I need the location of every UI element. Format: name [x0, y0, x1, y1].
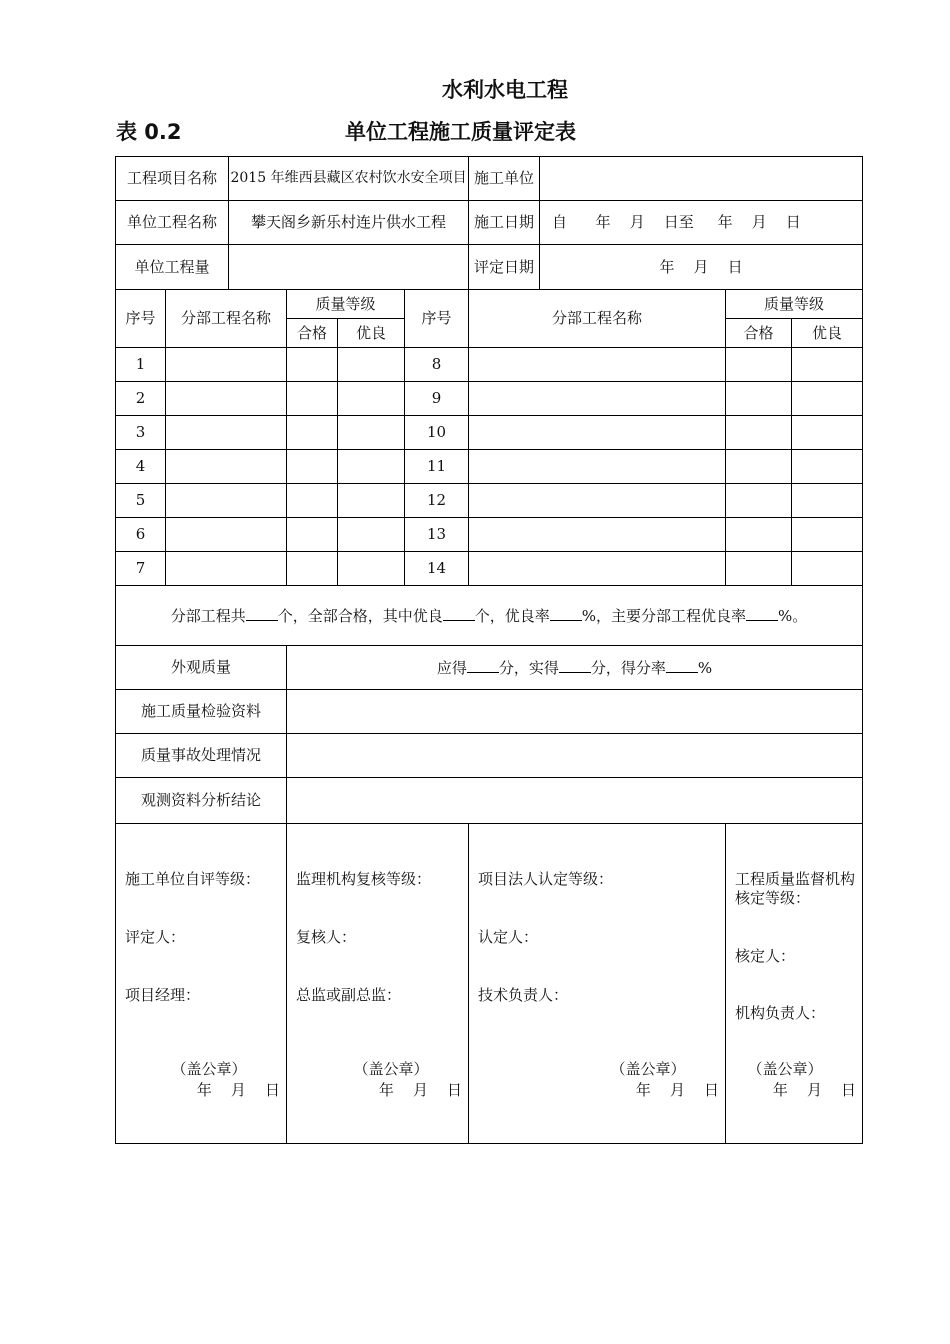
row-seq-right: 11 — [405, 450, 469, 484]
table-row — [116, 382, 863, 416]
table-row — [116, 348, 863, 382]
project-name-label: 工程项目名称 — [116, 157, 229, 201]
row-excellent-left[interactable] — [338, 450, 405, 484]
row-pass-right[interactable] — [726, 484, 792, 518]
summary-text-2: 个，全部合格，其中优良 — [277, 606, 443, 625]
row-pass-right[interactable] — [726, 552, 792, 586]
row-seq-right: 12 — [405, 484, 469, 518]
row-seq-left: 7 — [116, 552, 166, 586]
owner-tech-lead-label: 技术负责人： — [478, 986, 569, 1004]
appearance-text-1: 应得 — [436, 658, 467, 677]
seq-header-left: 序号 — [116, 290, 166, 348]
project-name-value: 2015 年维西县藏区农村饮水安全项目 — [229, 157, 469, 201]
row-seq-left: 3 — [116, 416, 166, 450]
accident-value[interactable] — [287, 734, 863, 778]
row-pass-right[interactable] — [726, 416, 792, 450]
appearance-text-4: % — [697, 658, 713, 677]
owner-date: 年 月 日 — [635, 1081, 720, 1099]
blank-score-rate[interactable] — [666, 658, 698, 673]
row-name-right[interactable] — [469, 382, 726, 416]
table-row — [116, 484, 863, 518]
agency-head-label: 机构负责人： — [735, 1004, 826, 1022]
observation-value[interactable] — [287, 778, 863, 824]
supervisor-date: 年 月 日 — [378, 1081, 463, 1099]
row-name-left[interactable] — [166, 552, 287, 586]
agency-verifier-label: 核定人： — [735, 947, 796, 965]
form-title: 单位工程施工质量评定表 — [345, 120, 576, 144]
unit-name-value: 攀天阁乡新乐村连片供水工程 — [229, 201, 469, 245]
signature-quality-agency — [726, 824, 863, 1144]
row-excellent-right[interactable] — [792, 518, 863, 552]
supervisor-seal: （盖公章） — [353, 1060, 429, 1078]
grade-header-right: 质量等级 — [726, 290, 863, 319]
summary-text-1: 分部工程共 — [170, 606, 246, 625]
agency-seal: （盖公章） — [747, 1060, 823, 1078]
blank-excellent-rate[interactable] — [550, 606, 582, 621]
unit-quantity-value[interactable] — [229, 245, 469, 290]
row-seq-right: 14 — [405, 552, 469, 586]
contractor-date: 年 月 日 — [196, 1081, 281, 1099]
row-excellent-left[interactable] — [338, 416, 405, 450]
row-excellent-right[interactable] — [792, 552, 863, 586]
contractor-evaluator-label: 评定人： — [125, 928, 186, 946]
row-name-right[interactable] — [469, 416, 726, 450]
pass-header-left: 合格 — [287, 319, 338, 348]
row-excellent-right[interactable] — [792, 484, 863, 518]
signature-supervisor — [287, 824, 469, 1144]
row-seq-right: 13 — [405, 518, 469, 552]
row-pass-right[interactable] — [726, 382, 792, 416]
row-seq-left: 4 — [116, 450, 166, 484]
contractor-grade-label: 施工单位自评等级： — [125, 870, 261, 888]
unit-name-label: 单位工程名称 — [116, 201, 229, 245]
blank-expected-score[interactable] — [467, 658, 499, 673]
appearance-line — [287, 646, 863, 690]
excellent-header-left: 优良 — [338, 319, 405, 348]
blank-subtotal[interactable] — [246, 606, 278, 621]
eval-date-label: 评定日期 — [469, 245, 540, 290]
inspection-label: 施工质量检验资料 — [116, 690, 287, 734]
row-pass-left[interactable] — [287, 382, 338, 416]
row-pass-left[interactable] — [287, 450, 338, 484]
row-name-right[interactable] — [469, 518, 726, 552]
row-pass-left[interactable] — [287, 484, 338, 518]
construction-date-label: 施工日期 — [469, 201, 540, 245]
contractor-manager-label: 项目经理： — [125, 986, 201, 1004]
contractor-label: 施工单位 — [469, 157, 540, 201]
row-name-right[interactable] — [469, 450, 726, 484]
row-pass-right[interactable] — [726, 450, 792, 484]
row-excellent-right[interactable] — [792, 382, 863, 416]
accident-label: 质量事故处理情况 — [116, 734, 287, 778]
row-seq-right: 10 — [405, 416, 469, 450]
row-name-left[interactable] — [166, 416, 287, 450]
owner-approver-label: 认定人： — [478, 928, 539, 946]
owner-seal: （盖公章） — [610, 1060, 686, 1078]
appearance-label: 外观质量 — [116, 646, 287, 690]
row-seq-right: 9 — [405, 382, 469, 416]
row-seq-left: 1 — [116, 348, 166, 382]
row-excellent-right[interactable] — [792, 416, 863, 450]
observation-label: 观测资料分析结论 — [116, 778, 287, 824]
supervisor-grade-label: 监理机构复核等级： — [296, 870, 432, 888]
row-name-right[interactable] — [469, 484, 726, 518]
summary-text-5: %。 — [778, 606, 808, 625]
row-excellent-left[interactable] — [338, 552, 405, 586]
evaluation-table — [115, 156, 863, 1144]
row-pass-left[interactable] — [287, 552, 338, 586]
blank-actual-score[interactable] — [559, 658, 591, 673]
row-seq-right: 8 — [405, 348, 469, 382]
unit-quantity-label: 单位工程量 — [116, 245, 229, 290]
row-excellent-left[interactable] — [338, 518, 405, 552]
row-pass-right[interactable] — [726, 518, 792, 552]
pass-header-right: 合格 — [726, 319, 792, 348]
name-header-left: 分部工程名称 — [166, 290, 287, 348]
row-name-left[interactable] — [166, 518, 287, 552]
row-excellent-left[interactable] — [338, 348, 405, 382]
signature-contractor — [116, 824, 287, 1144]
name-header-right: 分部工程名称 — [469, 290, 726, 348]
seq-header-right: 序号 — [405, 290, 469, 348]
row-name-left[interactable] — [166, 382, 287, 416]
eval-date-value[interactable]: 年 月 日 — [540, 245, 863, 290]
signature-owner — [469, 824, 726, 1144]
owner-grade-label: 项目法人认定等级： — [478, 870, 614, 888]
row-pass-right[interactable] — [726, 348, 792, 382]
grade-header-left: 质量等级 — [287, 290, 405, 319]
row-excellent-left[interactable] — [338, 484, 405, 518]
agency-date: 年 月 日 — [772, 1081, 857, 1099]
contractor-value[interactable] — [540, 157, 863, 201]
row-name-left[interactable] — [166, 348, 287, 382]
row-seq-left: 6 — [116, 518, 166, 552]
table-row — [116, 518, 863, 552]
row-excellent-right[interactable] — [792, 450, 863, 484]
agency-grade-label: 工程质量监督机构核定等级： — [735, 870, 856, 907]
summary-text-3: 个，优良率 — [474, 606, 550, 625]
table-number: 表 0.2 — [116, 120, 182, 144]
contractor-seal: （盖公章） — [171, 1060, 247, 1078]
doc-title: 水利水电工程 — [442, 78, 568, 102]
supervisor-reviewer-label: 复核人： — [296, 928, 357, 946]
row-name-right[interactable] — [469, 552, 726, 586]
excellent-header-right: 优良 — [792, 319, 863, 348]
supervisor-chief-label: 总监或副总监： — [296, 986, 402, 1004]
row-seq-left: 2 — [116, 382, 166, 416]
construction-date-value[interactable]: 自 年 月 日至 年 月 日 — [540, 201, 863, 245]
row-excellent-right[interactable] — [792, 348, 863, 382]
summary-text-4: %，主要分部工程优良率 — [581, 606, 747, 625]
blank-excellent-count[interactable] — [443, 606, 475, 621]
summary-line — [116, 586, 863, 646]
table-row — [116, 416, 863, 450]
table-row — [116, 552, 863, 586]
row-name-right[interactable] — [469, 348, 726, 382]
row-name-left[interactable] — [166, 484, 287, 518]
appearance-text-2: 分，实得 — [498, 658, 559, 677]
row-pass-left[interactable] — [287, 416, 338, 450]
blank-main-rate[interactable] — [746, 606, 778, 621]
row-pass-left[interactable] — [287, 348, 338, 382]
row-seq-left: 5 — [116, 484, 166, 518]
row-name-left[interactable] — [166, 450, 287, 484]
row-excellent-left[interactable] — [338, 382, 405, 416]
row-pass-left[interactable] — [287, 518, 338, 552]
appearance-text-3: 分，得分率 — [590, 658, 666, 677]
inspection-value[interactable] — [287, 690, 863, 734]
table-row — [116, 450, 863, 484]
